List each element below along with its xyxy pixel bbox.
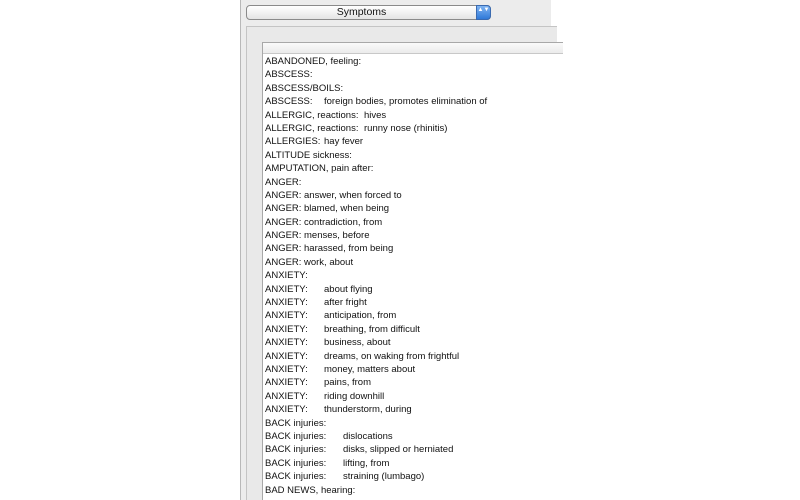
list-item[interactable] <box>263 484 563 497</box>
list-rows <box>263 54 563 497</box>
list-item[interactable] <box>263 470 563 483</box>
symptom-detail: runny nose (rhinitis) <box>364 122 448 134</box>
category-popup[interactable] <box>246 5 491 20</box>
list-item[interactable] <box>263 256 563 269</box>
symptom-term: BACK injuries: <box>265 430 327 442</box>
list-item[interactable] <box>263 82 563 95</box>
category-popup-label: Symptoms <box>336 6 387 18</box>
symptom-term: ANXIETY: <box>265 390 308 402</box>
symptom-detail: anticipation, from <box>324 310 397 322</box>
popup-arrows-icon: ▲▼ <box>476 5 491 20</box>
list-item[interactable] <box>263 350 563 363</box>
list-item[interactable] <box>263 122 563 135</box>
symptom-term: BAD NEWS, hearing: <box>265 484 356 496</box>
symptom-detail: thunderstorm, during <box>324 404 412 416</box>
list-item[interactable] <box>263 363 563 376</box>
symptom-detail: dislocations <box>343 430 393 442</box>
list-item[interactable] <box>263 323 563 336</box>
list-item[interactable] <box>263 443 563 456</box>
list-item[interactable] <box>263 55 563 68</box>
symptom-term: ABSCESS/BOILS: <box>265 82 344 94</box>
symptom-detail: pains, from <box>324 377 371 389</box>
symptom-list[interactable] <box>262 42 563 500</box>
list-item[interactable] <box>263 242 563 255</box>
symptom-term: ALLERGIC, reactions: <box>265 122 359 134</box>
symptom-term: BACK injuries: <box>265 457 327 469</box>
symptom-term: ANXIETY: <box>265 297 308 309</box>
symptom-term: ANXIETY: <box>265 270 308 282</box>
list-item[interactable] <box>263 417 563 430</box>
symptom-detail: breathing, from difficult <box>324 323 420 335</box>
list-header[interactable] <box>263 43 563 54</box>
list-item[interactable] <box>263 149 563 162</box>
symptom-detail: dreams, on waking from frightful <box>324 350 460 362</box>
symptom-detail: foreign bodies, promotes elimination of <box>324 96 488 108</box>
list-item[interactable] <box>263 376 563 389</box>
symptom-detail: hay fever <box>324 136 364 148</box>
symptom-term: AMPUTATION, pain after: <box>265 163 374 175</box>
symptom-term: ANGER: <box>265 230 302 242</box>
list-item[interactable] <box>263 390 563 403</box>
symptom-term: ANXIETY: <box>265 323 308 335</box>
symptom-term: ANXIETY: <box>265 363 308 375</box>
symptom-group-box <box>246 26 557 500</box>
symptom-detail: harassed, from being <box>304 243 394 255</box>
symptom-term: ABSCESS: <box>265 96 313 108</box>
symptom-term: ALLERGIC, reactions: <box>265 109 359 121</box>
symptom-term: BACK injuries: <box>265 444 327 456</box>
symptom-detail: about flying <box>324 283 373 295</box>
symptom-detail: answer, when forced to <box>304 189 402 201</box>
symptom-term: ANXIETY: <box>265 350 308 362</box>
symptom-term: ANGER: <box>265 216 302 228</box>
symptom-detail: riding downhill <box>324 390 385 402</box>
symptom-detail: hives <box>364 109 387 121</box>
symptom-detail: disks, slipped or herniated <box>343 444 454 456</box>
list-item[interactable] <box>263 430 563 443</box>
symptom-detail: business, about <box>324 337 391 349</box>
symptom-term: ANGER: <box>265 203 302 215</box>
symptom-term: ANGER: <box>265 176 302 188</box>
symptom-term: ABSCESS: <box>265 69 313 81</box>
symptom-term: BACK injuries: <box>265 471 327 483</box>
symptom-detail: lifting, from <box>343 457 390 469</box>
list-item[interactable] <box>263 95 563 108</box>
list-item[interactable] <box>263 176 563 189</box>
symptom-detail: straining (lumbago) <box>343 471 425 483</box>
symptom-term: BACK injuries: <box>265 417 327 429</box>
symptoms-panel <box>240 0 551 500</box>
list-item[interactable] <box>263 283 563 296</box>
symptom-term: ANXIETY: <box>265 337 308 349</box>
list-item[interactable] <box>263 309 563 322</box>
list-item[interactable] <box>263 162 563 175</box>
list-item[interactable] <box>263 189 563 202</box>
symptom-detail: blamed, when being <box>304 203 390 215</box>
symptom-detail: menses, before <box>304 230 370 242</box>
symptom-term: ANXIETY: <box>265 377 308 389</box>
list-item[interactable] <box>263 68 563 81</box>
list-item[interactable] <box>263 269 563 282</box>
list-item[interactable] <box>263 202 563 215</box>
symptom-term: ABANDONED, feeling: <box>265 56 362 67</box>
list-item[interactable] <box>263 135 563 148</box>
list-item[interactable] <box>263 109 563 122</box>
symptom-detail: money, matters about <box>324 363 416 375</box>
symptom-term: ANGER: <box>265 243 302 255</box>
symptom-detail: after fright <box>324 297 367 309</box>
symptom-term: ALTITUDE sickness: <box>265 149 352 161</box>
symptom-term: ALLERGIES: <box>265 136 321 148</box>
symptom-term: ANGER: <box>265 256 302 268</box>
symptom-detail: contradiction, from <box>304 216 383 228</box>
list-item[interactable] <box>263 403 563 416</box>
list-item[interactable] <box>263 296 563 309</box>
symptom-term: ANXIETY: <box>265 404 308 416</box>
symptom-term: ANXIETY: <box>265 310 308 322</box>
list-item[interactable] <box>263 457 563 470</box>
symptom-term: ANXIETY: <box>265 283 308 295</box>
symptom-term: ANGER: <box>265 189 302 201</box>
symptom-detail: work, about <box>304 256 354 268</box>
list-item[interactable] <box>263 216 563 229</box>
list-item[interactable] <box>263 336 563 349</box>
list-item[interactable] <box>263 229 563 242</box>
